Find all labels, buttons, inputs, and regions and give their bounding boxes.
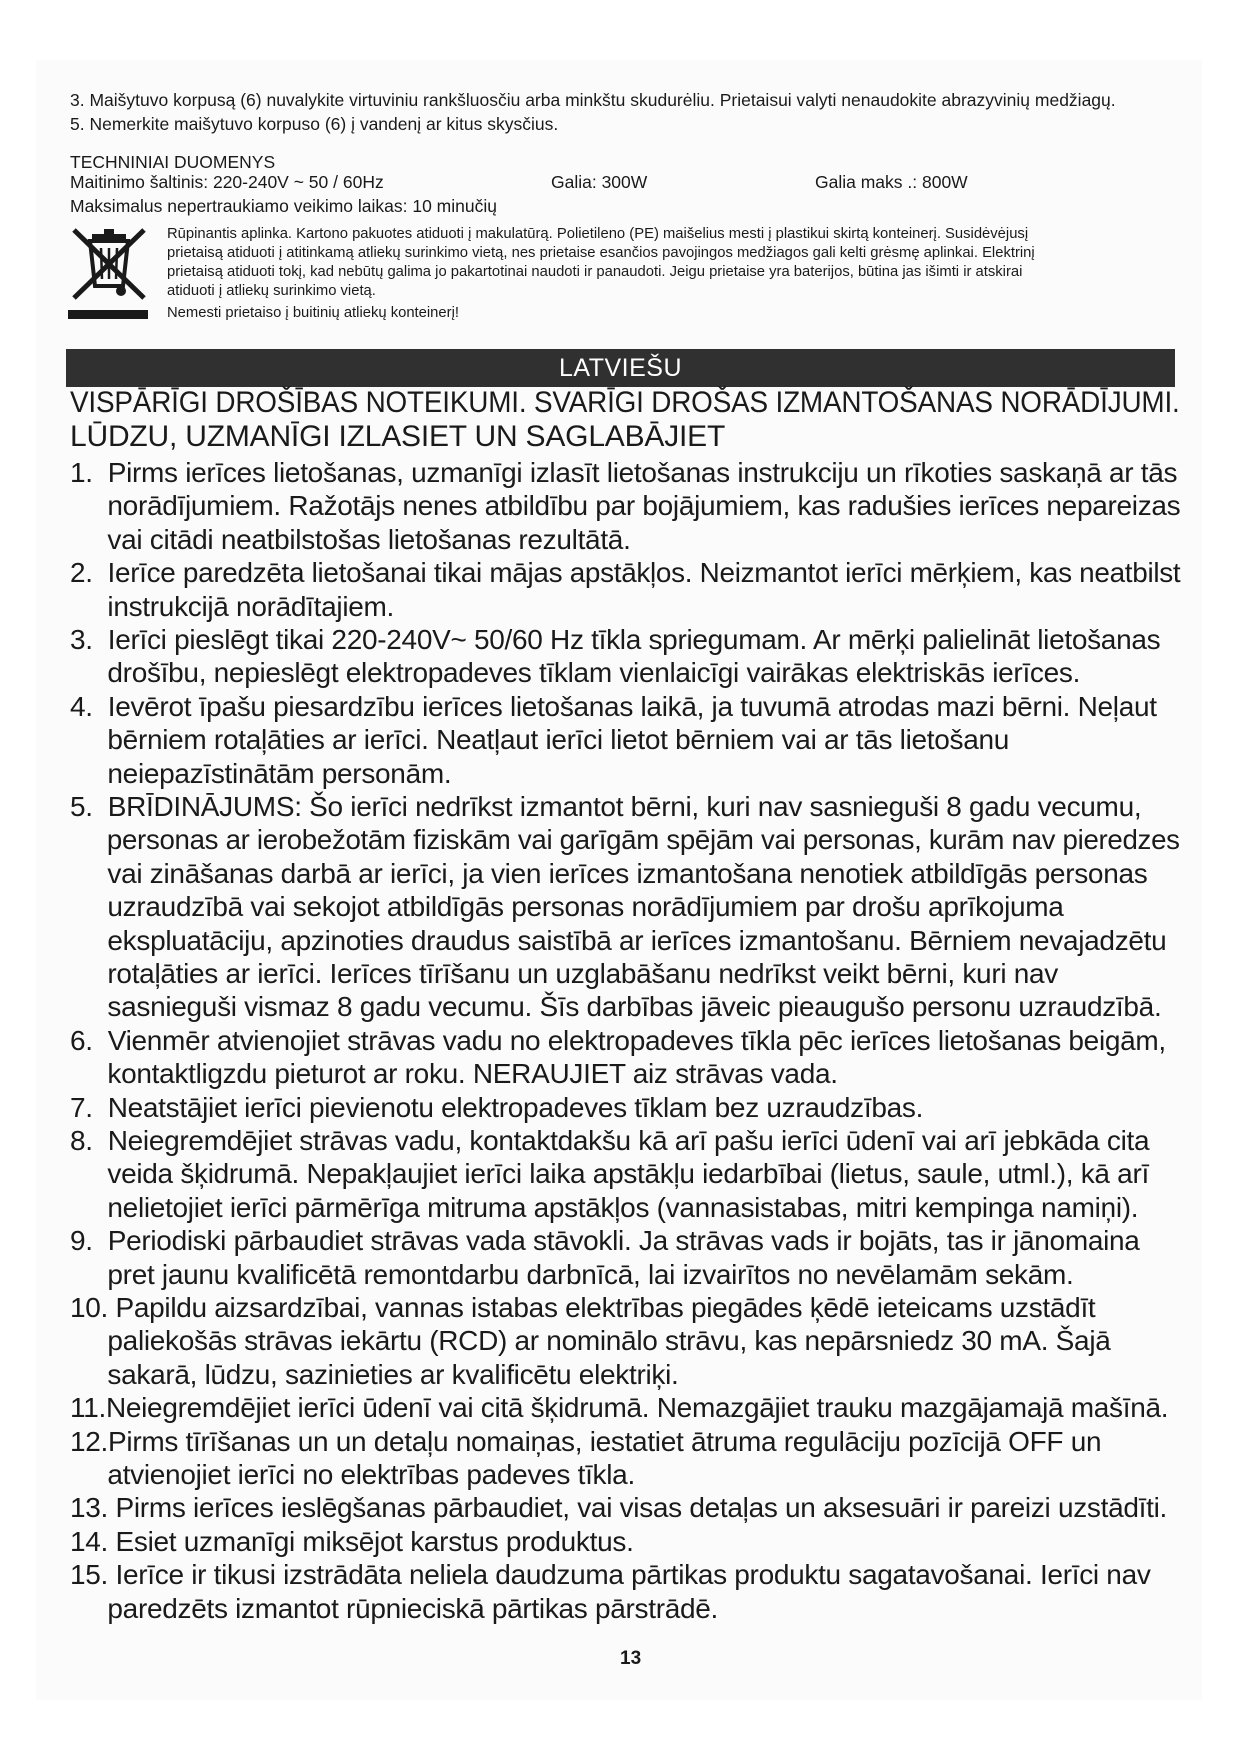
safety-line: kontaktligzdu pieturot ar roku. NERAUJIET aiz strāvas vada. [70, 1058, 838, 1090]
crossed-out-wheelie-bin-icon [66, 224, 150, 320]
safety-line: instrukcijā norādītajiem. [70, 590, 395, 622]
safety-line: personas ar ierobežotām fiziskām vai garīgām spējām vai personas, kurām nav pieredzes [70, 824, 1180, 856]
safety-line: drošību, nepieslēgt elektropadeves tīklam vienlaicīgi vairākas elektriskās ierīces. [70, 657, 1081, 689]
care-line-5: 5. Nemerkite maišytuvo korpuso (6) į vandenį ar kitus skysčius. [70, 114, 559, 134]
safety-line: 6. Vienmēr atvienojiet strāvas vadu no elektropadeves tīkla pēc ierīces lietošanas beigām, [70, 1024, 1166, 1056]
safety-line: vai zināšanas darbā ar ierīci, ja vien ierīces izmantošana nenotiek atbildīgās personas [70, 857, 1148, 889]
safety-line: 7. Neatstājiet ierīci pievienotu elektropadeves tīklam bez uzraudzības. [70, 1091, 924, 1123]
tech-power-max: Galia maks .: 800W [815, 172, 968, 192]
safety-line: norādījumiem. Ražotājs nenes atbildību par bojājumiem, kas radušies ierīces nepareizas [70, 490, 1181, 522]
safety-line: 15. Ierīce ir tikusi izstrādāta neliela daudzuma pārtikas produktu sagatavošanai. Ierīci nav [70, 1559, 1151, 1591]
care-line-3: 3. Maišytuvo korpusą (6) nuvalykite virtuviniu rankšluosčiu arba minkštu skudurėliu. Prietaisui valyti nenaudokite abrazyvinių medžiagų. [70, 90, 1116, 110]
safety-line: pret jaunu kvalificētā remontdarbu darbnīcā, lai izvairītos no nevēlamām sekām. [70, 1258, 1074, 1290]
safety-line: 11.Neiegremdējiet ierīci ūdenī vai citā šķidrumā. Nemazgājiet trauku mazgājamajā mašīnā. [70, 1392, 1169, 1424]
safety-line: 8. Neiegremdējiet strāvas vadu, kontaktdakšu kā arī pašu ierīci ūdenī vai arī jebkāda cita [70, 1125, 1150, 1156]
page-number: 13 [620, 1648, 642, 1669]
safety-line: paredzēts izmantot rūpnieciskā pārtikas pārstrādē. [70, 1592, 719, 1624]
safety-line: sakarā, lūdzu, sazinieties ar kvalificētu elektriķi. [70, 1358, 679, 1390]
env-line-2: prietaisą atiduoti į atitinkamą atliekų surinkimo vietą, nes prietaise esančios pavojingos medžiagos gali kelti grėsmę aplinkai. Elektrinį [167, 245, 1035, 261]
safety-line: atvienojiet ierīci no elektrības padeves tīkla. [70, 1459, 635, 1490]
safety-line: ekspluatāciju, apzinoties draudus saistībā ar ierīces izmantošanu. Bērniem nevajadzētu [70, 924, 1167, 956]
tech-data-title: TECHNINIAI DUOMENYS [70, 152, 276, 172]
safety-line: sasnieguši vismaz 8 gadu vecumu. Šīs darbības jāveic pieaugušo personu uzraudzībā. [70, 991, 1162, 1023]
safety-line: bērniem rotaļāties ar ierīci. Neatļaut ierīci lietot bērniem vai ar tās lietošanu [70, 724, 1010, 756]
safety-line: 4. Ievērot īpašu piesardzību ierīces lietošanas laikā, ja tuvumā atrodas mazi bērni. Neļaut [70, 690, 1157, 722]
safety-line: vai citādi neatbilstošas lietošanas rezultātā. [70, 523, 631, 555]
safety-line: 10. Papildu aizsardzībai, vannas istabas elektrības piegādes ķēdē ieteicams uzstādīt [70, 1292, 1096, 1323]
section-heading-line-1: VISPĀRĪGI DROŠĪBAS NOTEIKUMI. SVARĪGI DROŠAS IZMANTOŠANAS NORĀDĪJUMI. [70, 386, 1180, 419]
safety-line: 14. Esiet uzmanīgi miksējot karstus produktus. [70, 1525, 634, 1557]
safety-line: nelietojiet ierīci pārmērīga mitruma apstākļos (vannasistabas, mitri kempinga namiņi). [70, 1191, 1139, 1223]
env-line-1: Rūpinantis aplinka. Kartono pakuotes atiduoti į makulatūrą. Polietileno (PE) maišelius mesti į plastikui skirtą konteinerį. Susidėvėjusį [167, 226, 1029, 242]
safety-line: paliekošās strāvas iekārtu (RCD) ar nominālo strāvu, kas nepārsniedz 30 mA. Šajā [70, 1325, 1111, 1357]
safety-line: 3. Ierīci pieslēgt tikai 220-240V~ 50/60 Hz tīkla spriegumam. Ar mērķi palielināt lietošanas [70, 624, 1161, 655]
safety-line: 9. Periodiski pārbaudiet strāvas vada stāvokli. Ja strāvas vads ir bojāts, tas ir jānomaina [70, 1225, 1140, 1257]
safety-line: neiepazīstinātām personām. [70, 757, 452, 789]
env-line-3: prietaisą atiduoti tokį, kad nebūtų galima jo pakartotinai naudoti ir panaudoti. Jeigu prietaise yra baterijos, būtina jas išimti ir atskirai [167, 264, 1023, 280]
safety-line: veida šķidrumā. Nepakļaujiet ierīci laika apstākļu iedarbībai (lietus, saule, utml.), kā arī [70, 1158, 1149, 1190]
tech-power: Galia: 300W [551, 172, 648, 192]
tech-max-time: Maksimalus nepertraukiamo veikimo laikas: 10 minučių [70, 196, 497, 216]
safety-line: 2. Ierīce paredzēta lietošanai tikai mājas apstākļos. Neizmantot ierīci mērķiem, kas neatbilst [70, 557, 1181, 589]
safety-line: uzraudzībā vai sekojot atbildīgās personas norādījumiem par drošu aprīkojuma [70, 891, 1064, 923]
safety-line: 12.Pirms tīrīšanas un un detaļu nomaiņas, iestatiet ātruma regulāciju pozīcijā OFF un [70, 1425, 1102, 1457]
env-line-5: Nemesti prietaiso į buitinių atliekų konteinerį! [167, 305, 459, 321]
safety-line: 1. Pirms ierīces lietošanas, uzmanīgi izlasīt lietošanas instrukciju un rīkoties saskaņā ar tās [70, 457, 1178, 488]
tech-power-source: Maitinimo šaltinis: 220-240V ~ 50 / 60Hz [70, 172, 384, 192]
section-heading-line-2: LŪDZU, UZMANĪGI IZLASIET UN SAGLABĀJIET [70, 420, 726, 453]
language-banner: LATVIEŠU [66, 349, 1175, 387]
safety-line: 13. Pirms ierīces ieslēgšanas pārbaudiet, vai visas detaļas un aksesuāri ir pareizi uzstādīti. [70, 1492, 1168, 1524]
safety-line: rotaļāties ar ierīci. Ierīces tīrīšanu un uzglabāšanu nedrīkst veikt bērni, kuri nav [70, 958, 1059, 989]
safety-line: 5. BRĪDINĀJUMS: Šo ierīci nedrīkst izmantot bērni, kuri nav sasnieguši 8 gadu vecumu, [70, 791, 1142, 822]
env-line-4: atiduoti į atliekų surinkimo vietą. [167, 283, 376, 299]
